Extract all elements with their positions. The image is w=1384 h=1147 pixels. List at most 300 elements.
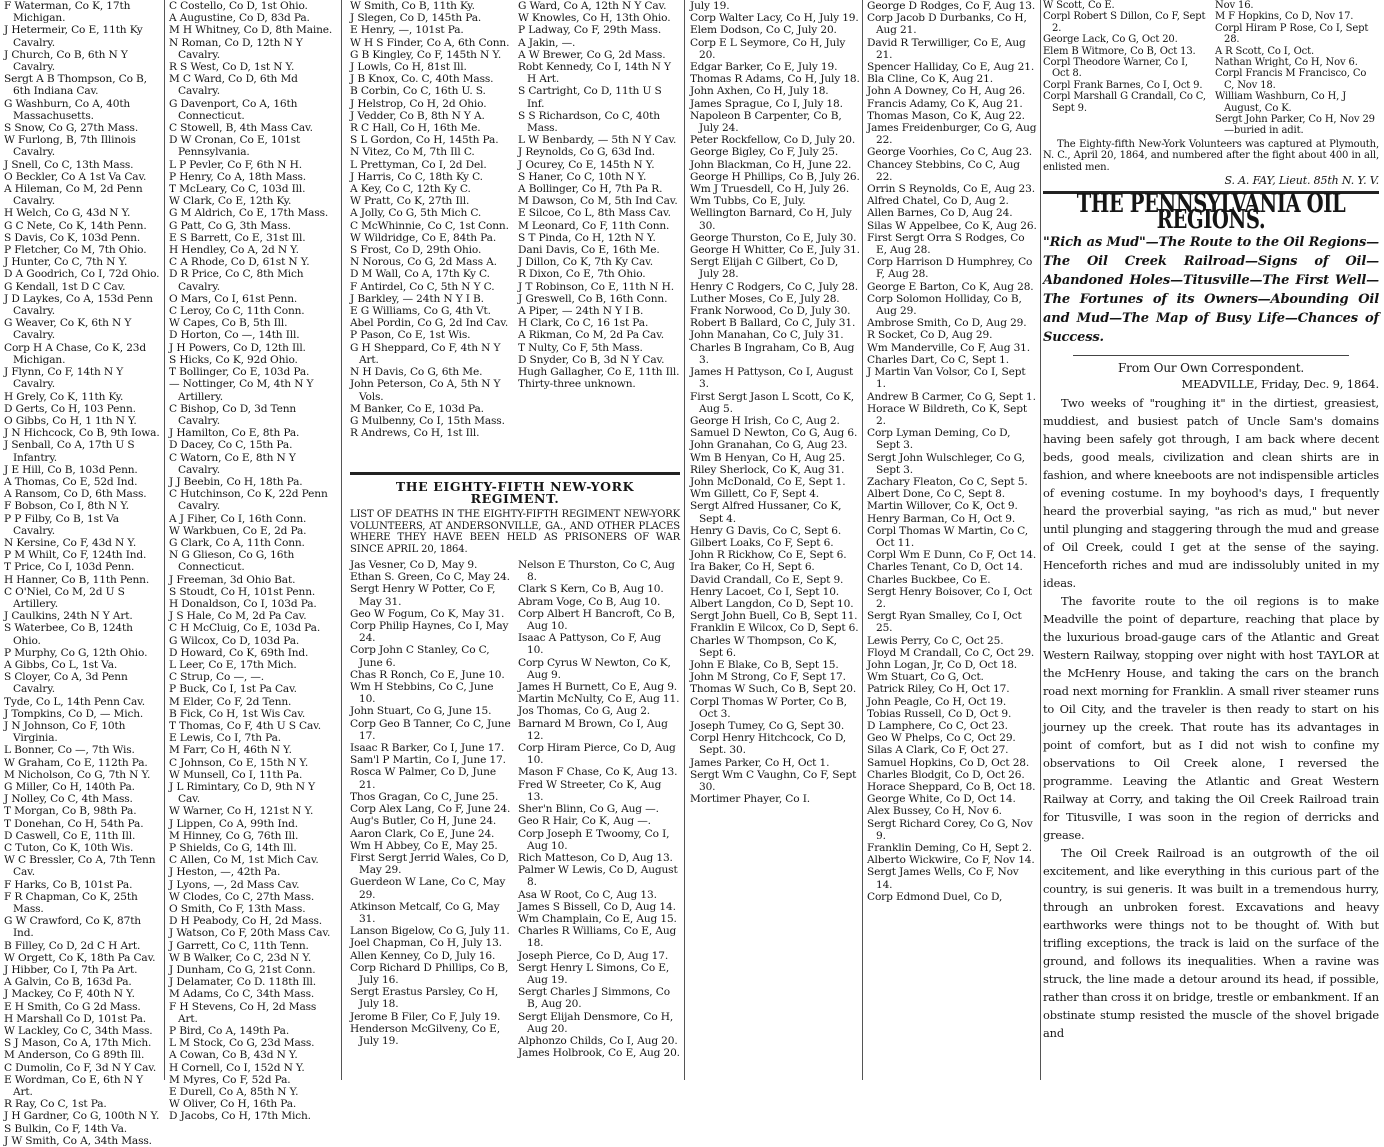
list-entry: W Knowles, Co H, 13th Ohio. — [518, 12, 671, 25]
list-entry: George H Whitter, Co E, July 31. — [690, 244, 860, 257]
list-entry: C A Rhode, Co D, 61st N Y. — [169, 256, 310, 269]
list-entry: G W Crawford, Co K, 87th Ind. — [4, 915, 141, 940]
list-entry: John McDonald, Co E, Sept 1. — [690, 475, 846, 488]
list-entry: Nathan Wright, Co H, Nov 6. — [1215, 57, 1358, 69]
list-entry: Wm Gillett, Co F, Sept 4. — [690, 488, 820, 501]
list-entry: G Miller, Co H, 140th Pa. — [4, 781, 135, 793]
list-entry: Wm J Truesdell, Co H, July 26. — [690, 183, 850, 196]
list-entry: Albert Langdon, Co D, Sept 10. — [690, 597, 854, 610]
continued-list-left — [1043, 0, 1207, 137]
list-entry: W Furlong, B, 7th Illinois Cavalry. — [4, 134, 136, 159]
list-entry: G Clark, Co A, 11th Conn. — [169, 536, 305, 549]
list-entry: James S Bissell, Co D, Aug 14. — [518, 900, 676, 913]
list-entry: Charles Tenant, Co D, Oct 14. — [867, 561, 1023, 574]
list-entry: C Allen, Co M, 1st Mich Cav. — [169, 854, 319, 867]
list-entry: S S Richardson, Co C, 40th Mass. — [518, 109, 660, 135]
list-entry: Sergt Alfred Hussaner, Co K, Sept 4. — [690, 500, 842, 525]
article-column — [1043, 0, 1379, 1080]
list-entry: A Gibbs, Co L, 1st Va. — [4, 658, 118, 671]
list-entry: First Sergt Jason L Scott, Co K, Aug 5. — [690, 390, 854, 415]
list-subcolumn-3 — [350, 0, 512, 439]
list-entry: L Bonner, Co —, 7th Wis. — [4, 744, 135, 757]
list-entry: H Marshall Co D, 101st Pa. — [4, 1012, 146, 1025]
list-entry: P Henry, Co A, 18th Mass. — [169, 170, 307, 183]
list-entry: Wellington Barnard, Co H, July 30. — [690, 207, 852, 232]
list-entry: M Banker, Co E, 103d Pa. — [350, 402, 484, 415]
list-entry: Silas A Clark, Co F, Oct 27. — [867, 744, 1009, 757]
list-entry: A Ransom, Co D, 6th Mass. — [4, 488, 147, 501]
list-entry: E H Smith, Co G 2d Mass. — [4, 1000, 141, 1013]
list-entry: Geo W Phelps, Co C, Oct 29. — [867, 732, 1016, 745]
list-entry: F Bobson, Co I, 8th N Y. — [4, 500, 130, 513]
list-entry: John Axhen, Co H, July 18. — [690, 85, 829, 98]
list-entry: J Church, Co B, 6th N Y Cavalry. — [4, 48, 128, 74]
list-entry: J L Rimintary, Co D, 9th N Y Cav. — [169, 781, 315, 806]
list-entry: Franklin E Wilcox, Co D, Sept 6. — [690, 622, 859, 635]
list-entry: P Shields, Co G, 14th Ill. — [169, 842, 297, 855]
list-entry: J Mackey, Co F, 40th N Y. — [4, 988, 135, 1001]
list-entry: J Flynn, Co F, 14th N Y Cavalry. — [4, 366, 124, 391]
list-entry: J Dunham, Co G, 21st Conn. — [169, 964, 316, 977]
list-entry: Charles Buckbee, Co E. — [867, 573, 991, 586]
list-entry: Tyde, Co L, 14th Penn Cav. — [4, 695, 145, 708]
list-entry: Corpl Marshall G Crandall, Co C, Sept 9. — [1043, 91, 1206, 114]
list-entry: A J Fiher, Co I, 16th Conn. — [169, 512, 307, 525]
list-entry: Corp Cyrus W Newton, Co K, Aug 9. — [518, 656, 671, 681]
list-entry: Charles R Williams, Co E, Aug 18. — [518, 925, 677, 950]
regiment-note: The Eighty-fifth New-York Volunteers was captured at Plymouth, N. C., April 20, 1864, and numbered after the fight about 400 in all, enlisted men. — [1043, 138, 1379, 173]
list-entry: H Cornell, Co I, 152d N Y. — [169, 1061, 305, 1074]
list-entry: Sergt Richard Corey, Co G, Nov 9. — [867, 817, 1033, 842]
list-entry: G H Sheppard, Co F, 4th N Y Art. — [350, 341, 501, 366]
list-entry: J Hunter, Co C, 7th N Y. — [4, 256, 128, 269]
continued-list — [1043, 0, 1379, 137]
list-entry: Corpl Francis M Francisco, Co C, Nov 18. — [1215, 68, 1367, 91]
list-entry: S Cartright, Co D, 11th U S Inf. — [518, 85, 662, 110]
list-entry: Thomas R Adams, Co H, July 18. — [690, 73, 860, 86]
list-entry: M Elder, Co F, 2d Tenn. — [169, 695, 292, 708]
list-entry: Sergt Henry Boisover, Co I, Oct 2. — [867, 585, 1032, 610]
list-entry: Andrew B Carmer, Co G, Sept 1. — [867, 390, 1036, 403]
list-entry: T Nulty, Co F, 5th Mass. — [518, 341, 643, 354]
list-entry: C Costello, Co D, 1st Ohio. — [169, 0, 308, 12]
list-entry: Sam'l P Martin, Co I, June 17. — [350, 754, 506, 767]
list-entry: R Socket, Co D, Aug 29. — [867, 329, 993, 342]
list-entry: Abram Voge, Co B, Aug 10. — [518, 595, 661, 608]
list-entry: Corpl Theodore Warner, Co I, Oct 8. — [1043, 57, 1188, 80]
list-entry: Nov 16. — [1215, 0, 1254, 11]
list-entry: James H Burnett, Co E, Aug 9. — [518, 681, 677, 694]
list-entry: Jas Vesner, Co D, May 9. — [350, 559, 478, 572]
list-entry: Joel Chapman, Co H, July 13. — [350, 937, 502, 950]
list-entry: G M Aldrich, Co E, 17th Mass. — [169, 207, 329, 220]
list-entry: D Dacey, Co C, 15th Pa. — [169, 439, 293, 452]
list-entry: H Grely, Co K, 11th Ky. — [4, 390, 124, 403]
list-entry: Corp Geo B Tanner, Co C, June 17. — [350, 717, 511, 742]
list-entry: Wm H Stebbins, Co C, June 10. — [350, 681, 494, 706]
list-entry: J Tompkins, Co D, — Mich. — [4, 707, 144, 720]
list-entry: Frank Norwood, Co D, July 30. — [690, 305, 851, 318]
list-entry: N Vitez, Co M, 7th Ill C. — [350, 146, 475, 159]
article-deck: "Rich as Mud"—The Route to the Oil Regions—The Oil Creek Railroad—Signs of Oil—Abandoned Holes—Titusville—The First Well—The Fortunes of its Owners—Abounding Oil and Mud—The Map of Busy Life—Chances of Success. — [1043, 234, 1379, 345]
list-entry: O Gibbs, Co H, 1 1th N Y. — [4, 414, 137, 427]
list-entry: Corpl Wm E Dunn, Co F, Oct 14. — [867, 549, 1037, 562]
list-entry: Geo R Hair, Co K, Aug —. — [518, 815, 651, 828]
list-entry: Francis Adamy, Co K, Aug 21. — [867, 97, 1023, 110]
list-entry: Samuel Hopkins, Co D, Oct 28. — [867, 756, 1030, 769]
list-entry: C Bishop, Co D, 3d Tenn Cavalry. — [169, 402, 297, 427]
list-entry: J S Hale, Co M, 2d Pa Cav. — [169, 610, 307, 623]
list-entry: J Heston, —, 42th Pa. — [169, 866, 281, 879]
list-entry: N Kersine, Co F, 43d N Y. — [4, 536, 137, 549]
list-entry: John Manahan, Co C, July 31. — [690, 329, 844, 342]
article-paragraph: The Oil Creek Railroad is an outgrowth of the oil excitement, and like everything in this curious part of the country, is sui generis. It was built in a tremendous hurry, through an unbroken forest. Excavations and heavy earthworks were things not to be thought of. With but trifling exceptions, the track is laid on the surface of the ground, and follows its inequalities. When a ravine was struck, the line made a detour around its head, if possible, rather than cross it on bridge, trestle or embankment. If an obstinate stump resisted the muscle of the shovel brigade and — [1043, 846, 1379, 1041]
list-entry: C H McCluig, Co E, 103d Pa. — [169, 622, 321, 635]
article-divider — [1073, 355, 1349, 356]
list-entry: Patrick Riley, Co H, Oct 17. — [867, 683, 1010, 696]
list-column-2 — [169, 0, 335, 1123]
list-entry: Abel Pordin, Co G, 2d Ind Cav. — [350, 317, 509, 330]
article-paragraph: The favorite route to the oil regions is to make Meadville the point of departure, reaching that place by the luxurious broad-gauge cars of the Atlantic and Great Western Railway, stopping over night with host TAYLOR at the McHenry House, and taking the cars on the branch road next morning for Franklin. A small river steamer runs to Oil City, and the traveler is then ready to start on his journey up the creek. That route has its advantages in point of comfort, but as I did not wish to confine my observations to Oil Creek alone, I reversed the programme. Leaving the Atlantic and Great Western Railway at Corry, and taking the Oil Creek Railroad train for Titusville, I was soon in the region of derricks and grease. — [1043, 594, 1379, 843]
list-entry: Atkinson Metcalf, Co G, May 31. — [350, 900, 500, 925]
list-entry: M Nicholson, Co G, 7th N Y. — [4, 768, 151, 781]
list-entry: L M Stock, Co G, 23d Mass. — [169, 1037, 315, 1050]
list-entry: Corp Harrison D Humphrey, Co F, Aug 28. — [867, 256, 1033, 281]
list-entry: P Bird, Co A, 149th Pa. — [169, 1025, 290, 1038]
list-entry: A Augustine, Co D, 83d Pa. — [169, 12, 310, 25]
list-entry: M C Ward, Co D, 6th Md Cavalry. — [169, 73, 298, 98]
list-entry: George Lack, Co G, Oct 20. — [1043, 34, 1178, 46]
list-entry: Wm Tubbs, Co E, July. — [690, 195, 806, 208]
list-entry: Corp Richard D Phillips, Co B, July 16. — [350, 961, 509, 986]
list-entry: J H Powers, Co D, 12th Ill. — [169, 341, 306, 354]
list-entry: J Watson, Co F, 20th Mass Cav. — [169, 927, 331, 940]
list-entry: W C Bressler, Co A, 7th Tenn Cav. — [4, 854, 156, 879]
list-entry: July 19. — [690, 0, 730, 12]
list-entry: Alberto Wickwire, Co F, Nov 14. — [867, 854, 1035, 867]
list-entry: John Blackman, Co H, June 22. — [690, 158, 852, 171]
list-entry: E S Barrett, Co E, 31st Ill. — [169, 231, 306, 244]
list-entry: J Ocurey, Co E, 145th N Y. — [518, 158, 655, 171]
list-entry: Henderson McGilveny, Co E, July 19. — [350, 1022, 500, 1047]
list-entry: James Sprague, Co I, July 18. — [690, 97, 843, 110]
list-entry: Fred W Streeter, Co K, Aug 13. — [518, 778, 662, 803]
list-entry: Robt Kennedy, Co I, 14th N Y H Art. — [518, 61, 671, 86]
list-entry: Silas W Appelbee, Co K, Aug 26. — [867, 219, 1037, 232]
list-entry: Corp Alex Lang, Co F, June 24. — [350, 803, 511, 816]
list-entry: G C Nete, Co K, 14th Penn. — [4, 219, 147, 232]
list-entry: John Peterson, Co A, 5th N Y Vols. — [350, 378, 501, 403]
list-entry: Charles Blodgit, Co D, Oct 26. — [867, 768, 1025, 781]
list-entry: Dani Davis, Co E, 16th Me. — [518, 244, 660, 257]
list-entry: Corp H A Chase, Co K, 23d Michigan. — [4, 341, 147, 366]
list-entry: J Lowls, Co H, 81st Ill. — [350, 61, 467, 74]
list-entry: Martin McNulty, Co E, Aug 11. — [518, 693, 680, 706]
list-entry: W B Walker, Co C, 23d N Y. — [169, 951, 312, 964]
list-entry: D Snyder, Co B, 3d N Y Cav. — [518, 353, 665, 366]
name-list — [867, 0, 1037, 903]
list-entry: Henry G Davis, Co C, Sept 6. — [690, 524, 842, 537]
list-entry: Edgar Barker, Co E, July 19. — [690, 61, 838, 74]
list-entry: B Fick, Co H, 1st Wis Cav. — [169, 707, 306, 720]
list-entry: Nelson E Thurston, Co C, Aug 8. — [518, 559, 675, 584]
list-entry: J B Knox, Co. C, 40th Mass. — [350, 73, 494, 86]
list-entry: David Crandall, Co E, Sept 9. — [690, 573, 844, 586]
list-entry: O Smith, Co F, 13th Mass. — [169, 903, 306, 916]
list-entry: George Thurston, Co E, July 30. — [690, 231, 857, 244]
list-entry: Jos Thomas, Co G, Aug 2. — [518, 705, 651, 718]
list-entry: O Beckler, Co A 1st Va Cav. — [4, 170, 147, 183]
list-entry: F Waterman, Co K, 17th Michigan. — [4, 0, 131, 25]
list-entry: J Caulkins, 24th N Y Art. — [4, 610, 133, 623]
list-entry: J Greswell, Co B, 16th Conn. — [518, 292, 668, 305]
list-entry: Palmer W Lewis, Co D, August 8. — [518, 864, 678, 889]
list-entry: George H Phillips, Co B, July 26. — [690, 170, 860, 183]
list-entry: D M Wall, Co A, 17th Ky C. — [350, 268, 490, 281]
list-entry: J Vedder, Co B, 8th N Y A. — [350, 109, 485, 122]
list-entry: W Capes, Co B, 5th Ill. — [169, 317, 288, 330]
list-entry: J Hibber, Co I, 7th Pa Art. — [4, 964, 138, 977]
list-entry: A Jakin, —. — [518, 36, 576, 49]
list-entry: First Sergt Orra S Rodges, Co E, Aug 28. — [867, 231, 1025, 257]
list-entry: Bla Cline, Co K, Aug 21. — [867, 73, 993, 86]
list-entry: Robert B Ballard, Co C, July 31. — [690, 317, 856, 330]
list-entry: F Antirdel, Co C, 5th N Y C. — [350, 280, 495, 293]
list-entry: W H S Finder, Co A, 6th Conn. — [350, 36, 510, 49]
list-entry: Chas R Ronch, Co E, June 10. — [350, 668, 505, 681]
continued-list-right — [1215, 0, 1379, 137]
list-entry: Elem Dodson, Co C, July 20. — [690, 24, 837, 37]
list-entry: H Welch, Co G, 43d N Y. — [4, 207, 131, 220]
list-entry: Corp Joseph E Twoomy, Co I, Aug 10. — [518, 827, 670, 852]
list-entry: B Filley, Co D, 2d C H Art. — [4, 939, 141, 952]
list-entry: S Cloyer, Co A, 3d Penn Cavalry. — [4, 671, 128, 696]
list-entry: Sergt Henry W Potter, Co F, May 31. — [350, 583, 496, 608]
list-entry: W Graham, Co E, 112th Pa. — [4, 756, 148, 769]
list-entry: G B Kingley, Co F, 145th N Y. — [350, 48, 502, 61]
name-list — [169, 0, 335, 1123]
list-entry: S Waterbee, Co B, 124th Ohio. — [4, 622, 133, 647]
list-entry: P P Filby, Co B, 1st Va Cavalry. — [4, 512, 119, 537]
list-entry: S Davis, Co K, 103d Penn. — [4, 231, 141, 244]
list-entry: C McWhinnie, Co C, 1st Conn. — [350, 219, 509, 232]
list-entry: D Howard, Co K, 69th Ind. — [169, 646, 309, 659]
list-entry: S Haner, Co C, 10th N Y. — [518, 170, 647, 183]
list-entry: Horace W Bildreth, Co K, Sept 2. — [867, 402, 1028, 427]
list-entry: Peter Rockfellow, Co D, July 20. — [690, 134, 856, 147]
list-entry: Henry Barman, Co H, Oct 9. — [867, 512, 1016, 525]
list-entry: Ethan S. Green, Co C, May 24. — [350, 571, 510, 584]
list-entry: Luther Moses, Co E, July 28. — [690, 292, 840, 305]
list-entry: T Bollinger, Co E, 103d Pa. — [169, 366, 310, 379]
list-entry: Joseph Tumey, Co G, Sept 30. — [690, 719, 845, 732]
list-entry: L P Pevler, Co F, 6th N H. — [169, 158, 302, 171]
list-entry: Sergt Henry L Simons, Co E, Aug 19. — [518, 961, 670, 986]
list-entry: Corp Edmond Duel, Co D, — [867, 890, 1003, 903]
list-entry: J Hamilton, Co E, 8th Pa. — [169, 427, 300, 440]
list-entry: John A Downey, Co H, Aug 26. — [867, 85, 1026, 98]
list-entry: P Murphy, Co G, 12th Ohio. — [4, 646, 148, 659]
column-rule — [862, 0, 863, 1080]
list-entry: A R Scott, Co I, Oct. — [1215, 45, 1314, 57]
list-entry: T Price, Co I, 103d Penn. — [4, 561, 135, 574]
list-entry: Corpl Henry Hitchcock, Co D, Sept. 30. — [690, 732, 847, 757]
list-entry: Corp Solomon Holliday, Co B, Aug 29. — [867, 292, 1022, 318]
list-entry: D H Peabody, Co H, 2d Mass. — [169, 915, 323, 928]
list-entry: J D Laykes, Co A, 153d Penn Cavalry. — [4, 292, 153, 318]
list-entry: A Cowan, Co B, 43d N Y. — [169, 1049, 298, 1062]
list-entry: Wm Stuart, Co G, Oct. — [867, 671, 984, 684]
list-entry: George H Irish, Co C, Aug 2. — [690, 414, 840, 427]
list-entry: Jerome B Filer, Co F, July 19. — [350, 1010, 501, 1023]
list-entry: D R Price, Co C, 8th Mich Cavalry. — [169, 268, 304, 293]
list-entry: R Andrews, Co H, 1st Ill. — [350, 427, 480, 440]
list-entry: Barnard M Brown, Co I, Aug 12. — [518, 717, 668, 742]
list-entry: A Rikman, Co M, 2d Pa Cav. — [518, 329, 664, 342]
name-list — [4, 0, 162, 1147]
list-entry: L Leer, Co E, 17th Mich. — [169, 658, 297, 671]
list-entry: J W Smith, Co A, 34th Mass. — [4, 1134, 152, 1147]
list-entry: M Adams, Co C, 34th Mass. — [169, 988, 315, 1001]
list-entry: C Stowell, B, 4th Mass Cav. — [169, 122, 313, 135]
name-list — [690, 0, 860, 805]
list-entry: Corpl Thomas W Porter, Co B, Oct 3. — [690, 695, 847, 720]
column-rule — [164, 0, 165, 1080]
list-entry: A Jolly, Co G, 5th Mich C. — [350, 207, 482, 220]
list-entry: Riley Sherlock, Co K, Aug 31. — [690, 463, 845, 476]
list-entry: James H Pattyson, Co I, August 3. — [690, 366, 854, 391]
list-column-5 — [690, 0, 860, 1080]
list-entry: J Dillon, Co K, 7th Ky Cav. — [518, 256, 653, 269]
list-entry: John Stuart, Co G, June 15. — [350, 705, 492, 718]
list-entry: Sergt Erastus Parsley, Co H, July 18. — [350, 986, 499, 1011]
list-entry: G Ward, Co A, 12th N Y Cav. — [518, 0, 667, 12]
list-entry: Ambrose Smith, Co D, Aug 29. — [867, 317, 1027, 330]
list-entry: C Leroy, Co C, 11th Conn. — [169, 305, 305, 318]
list-entry: T McLeary, Co C, 103d Ill. — [169, 183, 306, 196]
list-entry: Sergt Ryan Smalley, Co I, Oct 25. — [867, 610, 1022, 635]
regiment-list-right — [518, 559, 680, 1059]
list-entry: Asa W Root, Co C, Aug 13. — [518, 888, 657, 901]
list-entry: D Horton, Co —, 14th Ill. — [169, 329, 300, 342]
list-entry: Spencer Halliday, Co E, Aug 21. — [867, 61, 1035, 74]
list-entry: Tobias Russell, Co D, Oct 9. — [867, 707, 1012, 720]
list-entry: W Oliver, Co H, 16th Pa. — [169, 1098, 297, 1111]
list-entry: Hugh Gallagher, Co E, 11th Ill. — [518, 366, 680, 379]
list-entry: S Snow, Co G, 27th Mass. — [4, 122, 139, 135]
list-entry: W Lackley, Co C, 34th Mass. — [4, 1025, 153, 1038]
list-entry: Zachary Fleaton, Co C, Sept 5. — [867, 475, 1028, 488]
list-entry: G Mulbenny, Co I, 15th Mass. — [350, 414, 505, 427]
list-entry: J Snell, Co C, 13th Mass. — [4, 158, 134, 171]
article-headline: THE PENNSYLVANIA OIL REGIONS. — [1076, 187, 1346, 236]
list-entry: C Dumolin, Co F, 3d N Y Cav. — [4, 1061, 157, 1074]
list-entry: Alfred Chatel, Co D, Aug 2. — [867, 195, 1009, 208]
list-entry: E Durell, Co A, 85th N Y. — [169, 1086, 299, 1099]
list-entry: G Weaver, Co K, 6th N Y Cavalry. — [4, 317, 132, 342]
list-entry: Sergt Charles J Simmons, Co B, Aug 20. — [518, 986, 670, 1011]
list-entry: B Corbin, Co C, 16th U. S. — [350, 85, 486, 98]
list-entry: Wm H Abbey, Co E, May 25. — [350, 839, 498, 852]
list-entry: John E Blake, Co B, Sept 15. — [690, 658, 839, 671]
list-entry: Charles W Thompson, Co K, Sept 6. — [690, 634, 837, 659]
list-entry: Allen Barnes, Co D, Aug 24. — [867, 207, 1013, 220]
list-entry: C Johnson, Co E, 15th N Y. — [169, 756, 309, 769]
list-entry: Corp Jacob D Durbanks, Co H, Aug 21. — [867, 12, 1027, 37]
list-entry: Charles B Ingraham, Co B, Aug 3. — [690, 341, 855, 366]
list-entry: G Patt, Co G, 3th Mass. — [169, 219, 291, 232]
list-entry: F R Chapman, Co K, 25th Mass. — [4, 890, 138, 916]
list-entry: E Wordman, Co E, 6th N Y Art. — [4, 1073, 143, 1099]
list-entry: S Hicks, Co K, 92d Ohio. — [169, 353, 298, 366]
article-dateline: MEADVILLE, Friday, Dec. 9, 1864. — [1181, 376, 1379, 391]
list-entry: Corp Lyman Deming, Co D, Sept 3. — [867, 427, 1011, 452]
list-entry: James Holbrook, Co E, Aug 20. — [518, 1047, 680, 1060]
list-entry: C Watorn, Co E, 8th N Y Cavalry. — [169, 451, 296, 476]
list-entry: W Munsell, Co I, 11th Pa. — [169, 768, 303, 781]
list-entry: J Lyons, —, 2d Mass Cav. — [169, 878, 300, 891]
list-entry: J Delamater, Co D. 118th Ill. — [169, 976, 316, 989]
list-entry: George Voorhies, Co C, Aug 23. — [867, 146, 1033, 159]
list-entry: Joseph Pierce, Co D, Aug 17. — [518, 949, 669, 962]
list-entry: E G Williams, Co G, 4th Vt. — [350, 305, 491, 318]
list-entry: C Strup, Co —, —. — [169, 671, 264, 684]
list-column-6 — [867, 0, 1037, 1080]
list-entry: Corpl Thomas W Martin, Co C, Oct 11. — [867, 524, 1028, 549]
list-entry: John Peagle, Co H, Oct 19. — [867, 695, 1007, 708]
list-entry: J H Gardner, Co G, 100th N Y. — [4, 1110, 160, 1123]
list-entry: John R Rickhow, Co E, Sept 6. — [690, 549, 847, 562]
list-entry: Wm Manderville, Co F, Aug 31. — [867, 341, 1030, 354]
list-entry: C Hutchinson, Co K, 22d Penn Cavalry. — [169, 488, 328, 513]
list-entry: George Bigley, Co F, July 25. — [690, 146, 839, 159]
list-entry: J Martin Van Volsor, Co I, Sept 1. — [867, 366, 1026, 391]
list-entry: Corpl Frank Barnes, Co I, Oct 9. — [1043, 79, 1203, 91]
list-entry: Alphonzo Childs, Co I, Aug 20. — [518, 1034, 678, 1047]
list-entry: S J Mason, Co A, 17th Mich. — [4, 1037, 152, 1050]
list-entry: William Washburn, Co H, J August, Co K. — [1215, 91, 1347, 114]
signature-line: S. A. FAY, Lieut. 85th N. Y. V. — [1224, 174, 1379, 188]
list-entry: W Wildridge, Co E, 84th Pa. — [350, 231, 497, 244]
regiment-intro: LIST OF DEATHS IN THE EIGHTY-FIFTH REGIMENT NEW-YORK VOLUNTEERS, AT ANDERSONVILLE, GA., AND OTHER PLACES WHERE THEY HAVE BEEN HELD AS PRISONERS OF WAR SINCE APRIL 20, 1864. — [350, 509, 680, 555]
list-entry: J Hetermeir, Co E, 11th Ky Cavalry. — [4, 24, 143, 49]
list-entry: Lewis Perry, Co C, Oct 25. — [867, 634, 1004, 647]
list-entry: Thirty-three unknown. — [518, 378, 636, 391]
list-entry: G Wilcox, Co D, 103d Pa. — [169, 634, 300, 647]
regiment-list — [350, 559, 680, 1059]
list-entry: A Piper, — 24th N Y I B. — [518, 305, 644, 318]
list-entry: P Buck, Co I, 1st Pa Cav. — [169, 683, 297, 696]
list-entry: H Donaldson, Co I, 103d Pa. — [169, 597, 317, 610]
list-entry: J T Robinson, Co E, 11th N H. — [518, 280, 674, 293]
list-entry: W Warner, Co H, 121st N Y. — [169, 805, 314, 818]
list-entry: George E Barton, Co K, Aug 28. — [867, 280, 1034, 293]
list-entry: N G Glieson, Co G, 16th Connecticut. — [169, 549, 295, 574]
list-entry: Sergt James Wells, Co F, Nov 14. — [867, 866, 1019, 891]
list-entry: N Roman, Co D, 12th N Y Cavalry. — [169, 36, 303, 61]
list-entry: F Harks, Co B, 101st Pa. — [4, 878, 133, 891]
list-entry: Thomas Mason, Co K, Aug 22. — [867, 109, 1025, 122]
list-entry: S Frost, Co D, 29th Ohio. — [350, 244, 482, 257]
list-entry: John Logan, Jr, Co D, Oct 18. — [867, 658, 1018, 671]
list-entry: Samuel D Newton, Co G, Aug 6. — [690, 427, 858, 440]
article-byline: From Our Own Correspondent. — [1117, 360, 1305, 375]
list-entry: D Jacobs, Co H, 17th Mich. — [169, 1110, 311, 1123]
list-entry: Aaron Clark, Co E, June 24. — [350, 827, 495, 840]
list-entry: J J Beebin, Co H, 18th Pa. — [169, 475, 303, 488]
list-entry: M Dawson, Co M, 5th Ind Cav. — [518, 195, 678, 208]
list-entry: Albert Done, Co C, Sept 8. — [867, 488, 1005, 501]
